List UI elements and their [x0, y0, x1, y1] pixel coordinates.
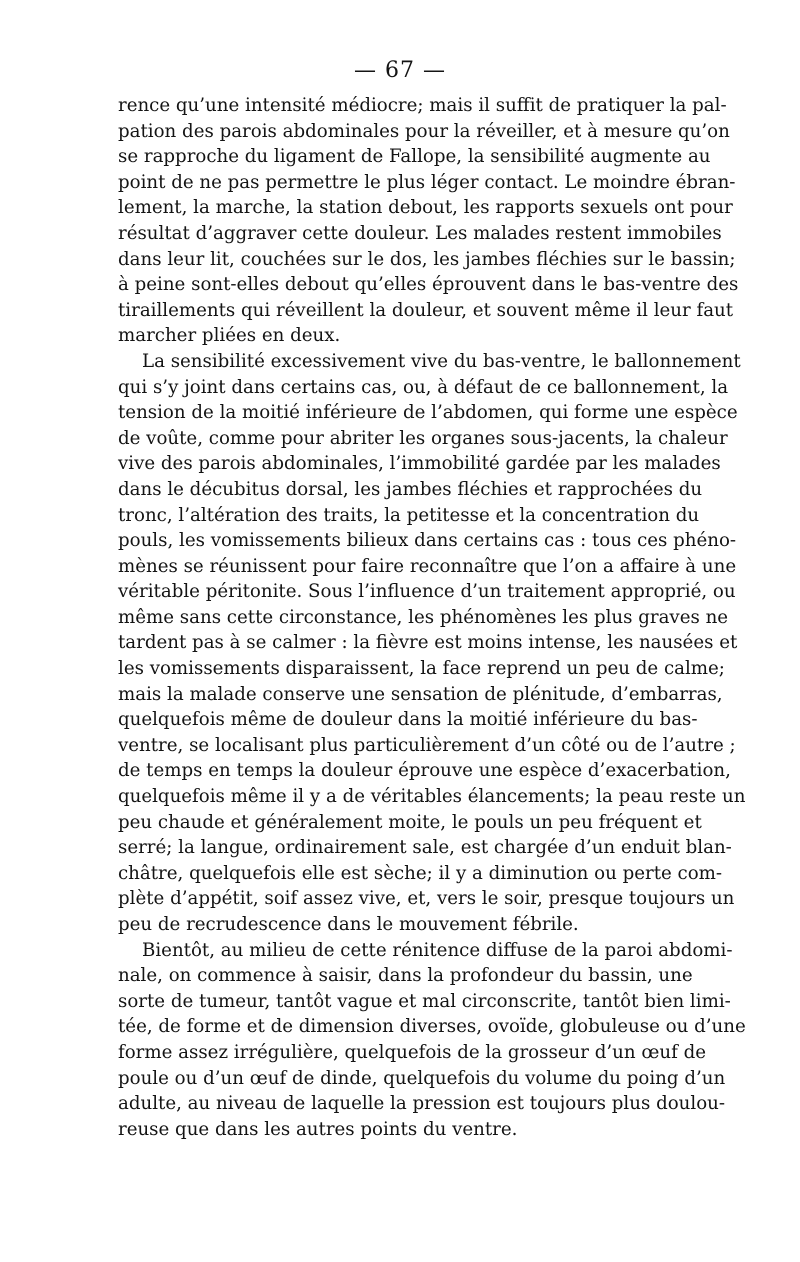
- text-line: La sensibilité excessivement vive du bas-ventre, le ballonnement: [142, 350, 741, 372]
- text-line: quelquefois même de douleur dans la moitié inférieure du bas-: [118, 709, 698, 731]
- text-line: dans leur lit, couchées sur le dos, les jambes fléchies sur le bassin;: [118, 248, 736, 270]
- text-line: peu chaude et généralement moite, le pouls un peu fréquent et: [118, 811, 702, 833]
- text-line: rence qu’une intensité médiocre; mais il suffit de pratiquer la pal-: [118, 95, 727, 116]
- text-line: dans le décubitus dorsal, les jambes fléchies et rapprochées du: [118, 478, 703, 500]
- text-line: forme assez irrégulière, quelquefois de la grosseur d’un œuf de: [118, 1041, 706, 1063]
- text-line: mais la malade conserve une sensation de plénitude, d’embarras,: [118, 683, 723, 705]
- text-line: serré; la langue, ordinairement sale, est chargée d’un enduit blan-: [118, 837, 732, 859]
- text-line: de voûte, comme pour abriter les organes sous-jacents, la chaleur: [118, 427, 728, 449]
- text-line: véritable péritonite. Sous l’influence d’un traitement approprié, ou: [118, 581, 736, 603]
- text-line: à peine sont-elles debout qu’elles éprouvent dans le bas-ventre des: [118, 274, 739, 296]
- text-line: quelquefois même il y a de véritables élancements; la peau reste un: [118, 786, 746, 808]
- text-line: peu de recrudescence dans le mouvement fébrile.: [118, 914, 579, 935]
- page-number: — 67 —: [354, 58, 446, 83]
- body-text: [118, 93, 746, 1142]
- text-line: pouls, les vomissements bilieux dans certains cas : tous ces phéno-: [118, 530, 737, 552]
- text-line: plète d’appétit, soif assez vive, et, vers le soir, presque toujours un: [118, 888, 735, 910]
- text-line: sorte de tumeur, tantôt vague et mal circonscrite, tantôt bien limi-: [118, 990, 731, 1012]
- text-line: les vomissements disparaissent, la face reprend un peu de calme;: [118, 658, 725, 680]
- text-line: châtre, quelquefois elle est sèche; il y a diminution ou perte com-: [118, 862, 723, 884]
- text-line: vive des parois abdominales, l’immobilité gardée par les malades: [118, 453, 721, 475]
- text-line: marcher pliées en deux.: [118, 325, 341, 347]
- paragraph: [118, 938, 746, 1143]
- text-line: même sans cette circonstance, les phénomènes les plus graves ne: [118, 606, 729, 628]
- text-line: tardent pas à se calmer : la fièvre est moins intense, les nausées et: [118, 632, 738, 654]
- text-line: reuse que dans les autres points du ventre.: [118, 1118, 518, 1140]
- text-line: tée, de forme et de dimension diverses, ovoïde, globuleuse ou d’une: [118, 1016, 746, 1038]
- text-line: point de ne pas permettre le plus léger contact. Le moindre ébran-: [118, 171, 736, 193]
- text-line: de temps en temps la douleur éprouve une espèce d’exacerbation,: [118, 760, 731, 782]
- text-line: tronc, l’altération des traits, la petitesse et la concentration du: [118, 504, 700, 526]
- text-line: Bientôt, au milieu de cette rénitence diffuse de la paroi abdomi-: [142, 939, 733, 961]
- text-line: tiraillements qui réveillent la douleur, et souvent même il leur faut: [118, 299, 734, 321]
- text-line: qui s’y joint dans certains cas, ou, à défaut de ce ballonnement, la: [118, 376, 729, 398]
- text-line: tension de la moitié inférieure de l’abdomen, qui forme une espèce: [118, 402, 738, 424]
- text-line: poule ou d’un œuf de dinde, quelquefois du volume du poing d’un: [118, 1067, 726, 1089]
- text-line: adulte, au niveau de laquelle la pression est toujours plus doulou-: [118, 1093, 725, 1115]
- text-line: ventre, se localisant plus particulièrement d’un côté ou de l’autre ;: [118, 734, 736, 756]
- paragraph: [118, 349, 746, 938]
- text-line: nale, on commence à saisir, dans la profondeur du bassin, une: [118, 965, 693, 987]
- text-line: mènes se réunissent pour faire reconnaître que l’on a affaire à une: [118, 555, 737, 577]
- text-line: se rapproche du ligament de Fallope, la sensibilité augmente au: [118, 146, 711, 168]
- text-line: lement, la marche, la station debout, les rapports sexuels ont pour: [118, 197, 733, 219]
- text-line: pation des parois abdominales pour la réveiller, et à mesure qu’on: [118, 120, 730, 142]
- text-line: résultat d’aggraver cette douleur. Les malades restent immobiles: [118, 222, 722, 244]
- paragraph: [118, 93, 739, 349]
